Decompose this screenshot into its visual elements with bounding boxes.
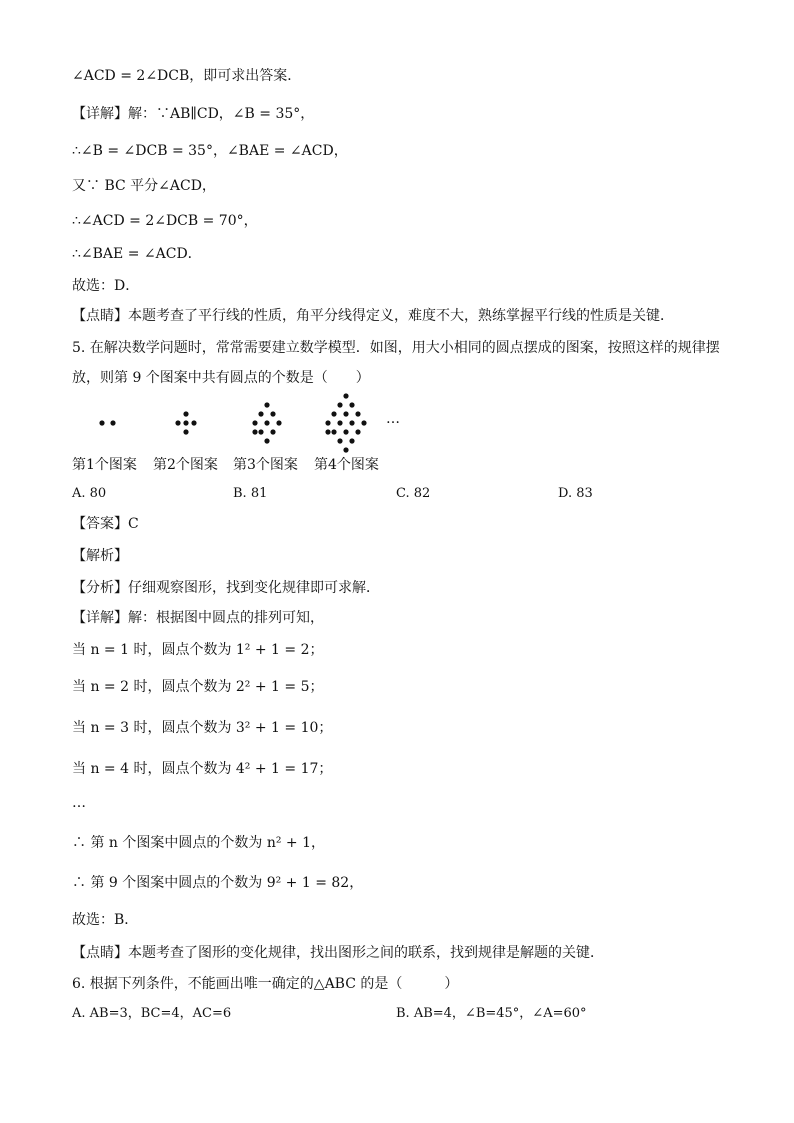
option-a: A. 80 (72, 486, 107, 501)
pattern-label: 第1个图案 (72, 457, 137, 473)
pattern-label: 第3个图案 (233, 457, 298, 473)
text-line: 又∵ BC 平分∠ACD， (72, 178, 216, 194)
answer-line: 【答案】C (72, 516, 139, 532)
pattern-label: 第4个图案 (314, 457, 379, 473)
text-line: 【分析】仔细观察图形，找到变化规律即可求解． (72, 580, 380, 596)
math-line: 当 n = 3 时，圆点个数为 3² + 1 = 10； (72, 720, 333, 736)
math-line: 当 n = 1 时，圆点个数为 1² + 1 = 2； (72, 642, 324, 658)
pattern-4 (325, 393, 366, 452)
option-b: B. 81 (233, 486, 268, 501)
ellipsis-line: … (72, 795, 86, 811)
text-line: ∠ACD = 2∠DCB，即可求出答案． (72, 68, 302, 84)
text-line: ∴∠BAE = ∠ACD． (72, 246, 202, 262)
ellipsis: … (386, 411, 400, 427)
math-line: 当 n = 4 时，圆点个数为 4² + 1 = 17； (72, 761, 333, 777)
text-line: 故选：D． (72, 278, 140, 294)
option-d: D. 83 (558, 486, 593, 501)
text-line: 【详解】解：根据图中圆点的排列可知， (72, 610, 324, 626)
text-line: 【点睛】本题考查了平行线的性质，角平分线得定义，难度不大，熟练掌握平行线的性质是关键． (72, 308, 674, 324)
option-b: B. AB=4，∠B=45°，∠A=60° (396, 1006, 587, 1021)
pattern-1 (99, 420, 115, 425)
text-line: 【点睛】本题考查了图形的变化规律，找出图形之间的联系，找到规律是解题的关键． (72, 945, 604, 961)
text-line: 【详解】解：∵AB∥CD，∠B = 35°， (72, 106, 315, 122)
pattern-2 (175, 411, 196, 434)
math-line: 当 n = 2 时，圆点个数为 2² + 1 = 5； (72, 679, 324, 695)
math-line: ∴ 第 9 个图案中圆点的个数为 9² + 1 = 82， (72, 875, 364, 891)
pattern-3 (252, 402, 281, 443)
question-5-stem: 5. 在解决数学问题时，常常需要建立数学模型．如图，用大小相同的圆点摆成的图案，按照这样的规律摆 (72, 340, 720, 356)
analysis-heading: 【解析】 (72, 548, 128, 564)
text-line: ∴∠ACD = 2∠DCB = 70°， (72, 213, 258, 229)
text-line: 故选：B． (72, 912, 139, 928)
text-line: ∴∠B = ∠DCB = 35°，∠BAE = ∠ACD， (72, 143, 348, 159)
math-line: ∴ 第 n 个图案中圆点的个数为 n² + 1， (72, 835, 325, 851)
option-c: C. 82 (396, 486, 431, 501)
pattern-label: 第2个图案 (153, 457, 218, 473)
dot-pattern-figure (0, 390, 794, 460)
question-5-stem: 放，则第 9 个图案中共有圆点的个数是（ ） (72, 370, 370, 386)
option-a: A. AB=3，BC=4，AC=6 (72, 1006, 232, 1021)
question-6-stem: 6. 根据下列条件，不能画出唯一确定的△ABC 的是（ ） (72, 976, 459, 992)
